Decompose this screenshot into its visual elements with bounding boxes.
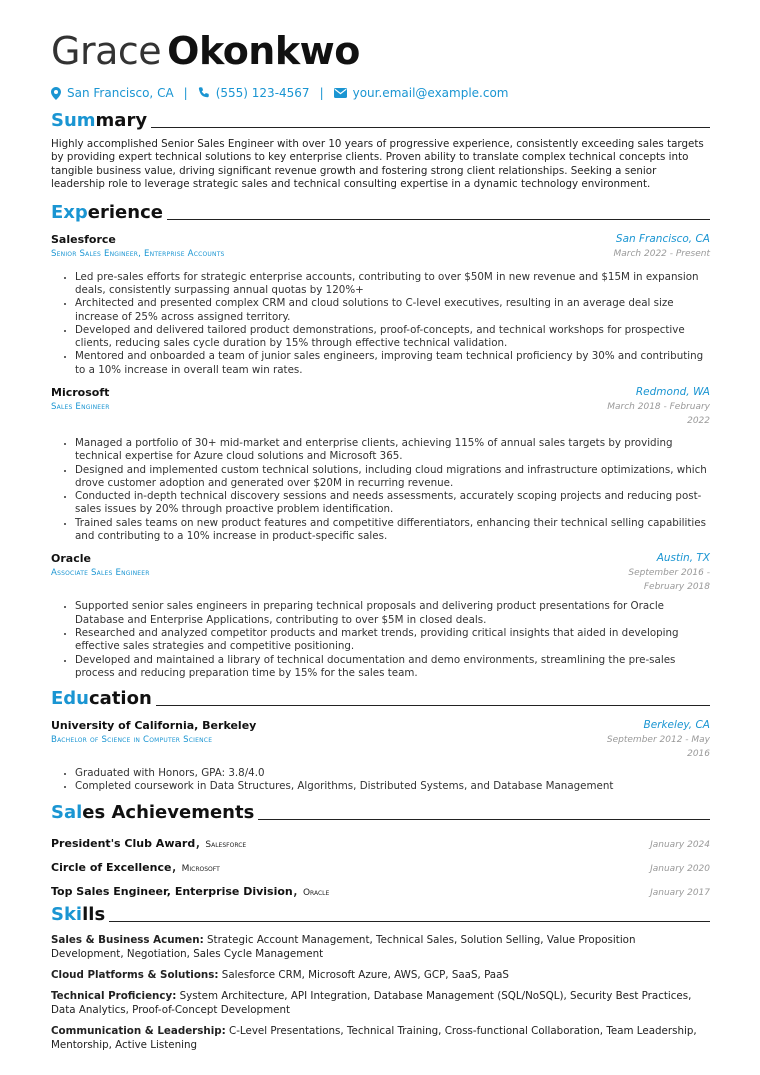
list-item: • Architected and presented complex CRM and cloud solutions to C-level executives, resulting in an average deal size increase of 25% across assigned territory. <box>75 297 710 324</box>
company-name: Microsoft <box>51 386 110 399</box>
resume-page <box>51 28 710 1052</box>
contact-location <box>51 86 174 100</box>
skill-text: Salesforce CRM, Microsoft Azure, AWS, GCP, SaaS, PaaS <box>221 968 509 981</box>
job-location: Redmond, WA <box>635 386 710 398</box>
achievement-org: Oracle <box>302 887 330 898</box>
achievement-org: Salesforce <box>205 839 247 850</box>
list-item: • Managed a portfolio of 30+ mid-market and enterprise clients, achieving 115% of annual sales targets by providing technical expertise for Azure cloud solutions and Microsoft 365. <box>75 437 710 464</box>
list-item: • Developed and maintained a library of technical documentation and demo environments, streamlining the pre-sales process and reducing preparation time by 15% for the sales team. <box>75 654 710 681</box>
skill-group <box>51 968 710 982</box>
skill-text: System Architecture, API Integration, Database Management (SQL/NoSQL), Security Best Practices, Data Analytics, Proof-of-Concept Development <box>51 989 692 1016</box>
list-item: • Graduated with Honors, GPA: 3.8/4.0 <box>75 767 710 780</box>
degree: Bachelor of Science in Computer Science <box>51 735 213 746</box>
company-name: Oracle <box>51 552 91 566</box>
education-bullets <box>51 767 710 794</box>
section-skills-heading <box>51 902 710 926</box>
location-text: San Francisco, CA <box>67 86 174 100</box>
heading-rest: erience <box>87 201 163 223</box>
list-item: • Mentored and onboarded a team of junior sales engineers, improving team technical proficiency by 30% and contributing to a 10% increase in overall team win rates. <box>75 350 710 377</box>
phone-text: (555) 123-4567 <box>215 86 310 100</box>
list-item: • Designed and implemented custom technical solutions, including cloud migrations and infrastructure optimizations, which drove customer adoption and generated over $20M in recurring revenue. <box>75 464 710 491</box>
skill-label: Cloud Platforms & Solutions: <box>51 968 219 981</box>
job-bullets <box>51 600 710 680</box>
heading-rest: cation <box>89 688 152 710</box>
skill-group <box>51 989 710 1017</box>
heading-rule <box>167 219 710 220</box>
achievement-item: Top Sales Engineer, Enterprise Division, Oracle January 2017 <box>51 879 710 899</box>
last-name: Okonkwo <box>167 29 360 73</box>
heading-accent: Sum <box>51 110 96 131</box>
contact-separator: | <box>183 86 188 100</box>
heading-rest: es Achievements <box>82 801 255 823</box>
skill-text: Strategic Account Management, Technical Sales, Solution Selling, Value Proposition Development, Negotiation, Sales Cycle Management <box>51 933 636 960</box>
job-dates: March 2018 - February 2022 <box>607 402 710 426</box>
heading-accent: Ski <box>51 903 83 925</box>
achievement-title: Top Sales Engineer, Enterprise Division <box>51 884 293 898</box>
email-text: your.email@example.com <box>352 86 509 100</box>
job-title: Sales Engineer <box>51 402 110 412</box>
heading-rule <box>258 819 710 820</box>
heading-accent: Edu <box>51 688 89 710</box>
achievement-date: January 2020 <box>650 863 710 874</box>
school-location: Berkeley, CA <box>643 719 710 732</box>
skill-label: Sales & Business Acumen: <box>51 933 204 946</box>
first-name: Grace <box>51 29 162 73</box>
section-education-heading <box>51 686 710 710</box>
list-item: • Trained sales teams on new product features and competitive differentiators, enhancing their technical selling capabilities and contributing to a 10% increase in product-specific sales. <box>75 517 710 544</box>
school-name: University of California, Berkeley <box>51 719 257 733</box>
job-title: Senior Sales Engineer, Enterprise Accounts <box>51 248 225 259</box>
education-entry <box>51 718 710 794</box>
experience-entry <box>51 551 710 680</box>
achievement-org: Microsoft <box>181 863 220 874</box>
contact-email[interactable] <box>334 86 509 100</box>
contact-line <box>51 84 710 102</box>
job-location: Austin, TX <box>656 552 710 565</box>
section-summary-heading <box>51 108 710 132</box>
achievement-title: President's Club Award <box>51 836 196 850</box>
heading-rest: lls <box>82 903 106 925</box>
job-dates: September 2016 - February 2018 <box>628 568 710 593</box>
heading-rule <box>156 705 710 706</box>
skill-label: Technical Proficiency: <box>51 989 177 1002</box>
skill-text: C-Level Presentations, Technical Training, Cross-functional Collaboration, Team Leadership, Mentorship, Active Listening <box>51 1024 697 1051</box>
map-pin-icon <box>51 87 61 100</box>
job-bullets <box>51 437 710 543</box>
achievement-item: President's Club Award, Salesforce January 2024 <box>51 831 710 851</box>
achievement-title: Circle of Excellence <box>51 860 172 874</box>
heading-rule <box>151 127 710 128</box>
job-location: San Francisco, CA <box>615 232 710 245</box>
candidate-name <box>51 28 710 74</box>
list-item: • Completed coursework in Data Structures, Algorithms, Distributed Systems, and Database Management <box>75 780 710 793</box>
school-dates: September 2012 - May 2016 <box>606 735 710 760</box>
skill-label: Communication & Leadership: <box>51 1024 226 1037</box>
section-achievements-heading <box>51 800 710 824</box>
contact-phone[interactable] <box>198 86 310 100</box>
skill-group <box>51 1024 710 1052</box>
job-title: Associate Sales Engineer <box>51 568 150 579</box>
list-item: • Developed and delivered tailored product demonstrations, proof-of-concepts, and technical workshops for prospective clients, reducing sales cycle duration by 15% through effective technical validation. <box>75 324 710 351</box>
achievement-item: Circle of Excellence, Microsoft January 2020 <box>51 855 710 875</box>
job-bullets <box>51 271 710 377</box>
phone-icon <box>198 87 210 99</box>
heading-accent: Sal <box>51 801 83 823</box>
skill-group <box>51 933 710 961</box>
heading-accent: Exp <box>51 201 88 223</box>
section-experience-heading <box>51 200 710 224</box>
heading-rest: mary <box>95 110 148 131</box>
list-item: • Conducted in-depth technical discovery sessions and needs assessments, accurately scoping projects and reducing post-sales issues by 20% through proactive problem identification. <box>75 490 710 517</box>
envelope-icon <box>334 88 347 98</box>
list-item: • Researched and analyzed competitor products and market trends, providing critical insights that aided in developing effective sales strategies and competitive positioning. <box>75 627 710 654</box>
summary-text: Highly accomplished Senior Sales Engineer with over 10 years of progressive experience, consistently exceeding sales targets by providing expert technical solutions to key enterprise clients. Proven ability to translate complex technical concepts into tangible business value, driving significant revenue growth and fostering strong client relationships. Seeking a senior leadership role to leverage strategic sales and technical consulting expertise in a dynamic technology environment. <box>51 138 704 191</box>
experience-entry <box>51 385 710 543</box>
job-dates: March 2022 - Present <box>613 248 710 259</box>
achievement-date: January 2017 <box>650 887 710 898</box>
list-item: • Led pre-sales efforts for strategic enterprise accounts, contributing to over $50M in new revenue and $15M in expansion deals, consistently surpassing annual quotas by 120%+ <box>75 271 710 298</box>
experience-entry <box>51 232 710 377</box>
achievement-date: January 2024 <box>650 839 710 850</box>
list-item: • Supported senior sales engineers in preparing technical proposals and delivering product presentations for Oracle Database and Enterprise Applications, contributing to over $5M in closed deals. <box>75 600 710 627</box>
company-name: Salesforce <box>51 232 116 246</box>
contact-separator: | <box>319 86 324 100</box>
heading-rule <box>109 921 710 922</box>
